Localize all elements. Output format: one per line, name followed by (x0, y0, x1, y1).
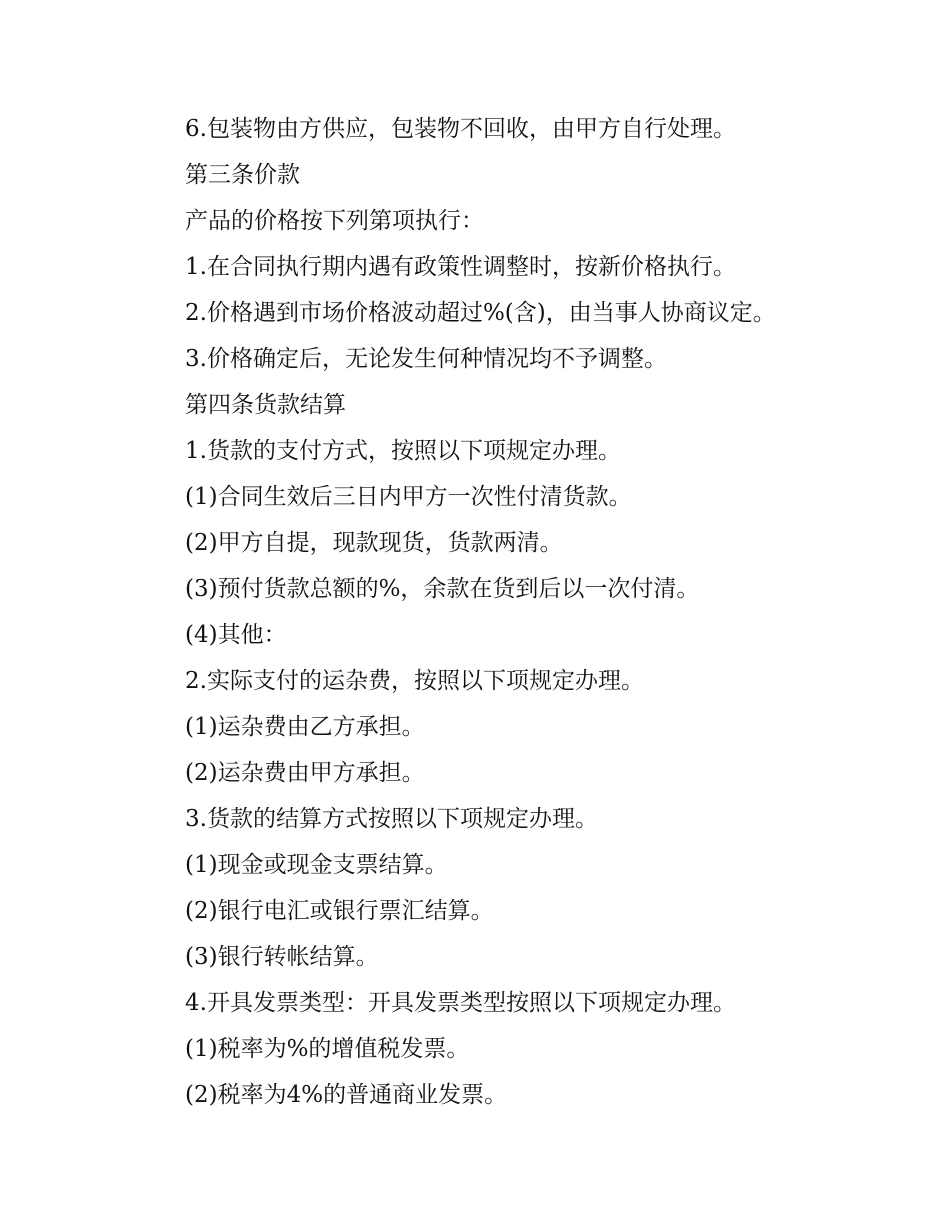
text-line: (3)银行转帐结算。 (185, 944, 379, 970)
text-line: 产品的价格按下列第项执行： (185, 208, 484, 234)
text-line: 1.货款的支付方式，按照以下项规定办理。 (185, 438, 621, 464)
text-line: 3.货款的结算方式按照以下项规定办理。 (185, 806, 598, 832)
document-body (185, 106, 905, 1118)
text-line: (1)合同生效后三日内甲方一次性付清货款。 (185, 484, 632, 510)
section-heading: 第四条货款结算 (185, 392, 346, 418)
text-line: (1)税率为%的增值税发票。 (185, 1036, 470, 1062)
text-line: (2)税率为4%的普通商业发票。 (185, 1082, 508, 1108)
text-line: (2)甲方自提，现款现货，货款两清。 (185, 530, 563, 556)
text-line: 3.价格确定后，无论发生何种情况均不予调整。 (185, 346, 667, 372)
text-line: 6.包装物由方供应，包装物不回收，由甲方自行处理。 (185, 116, 736, 142)
section-heading: 第三条价款 (185, 162, 300, 188)
text-line: (1)运杂费由乙方承担。 (185, 714, 425, 740)
text-line: 1.在合同执行期内遇有政策性调整时，按新价格执行。 (185, 254, 736, 280)
text-line: 2.实际支付的运杂费，按照以下项规定办理。 (185, 668, 644, 694)
text-line: 2.价格遇到市场价格波动超过%(含)，由当事人协商议定。 (185, 300, 776, 326)
text-line: (2)银行电汇或银行票汇结算。 (185, 898, 494, 924)
text-line: (1)现金或现金支票结算。 (185, 852, 448, 878)
text-line: (3)预付货款总额的%，余款在货到后以一次付清。 (185, 576, 700, 602)
text-line: (4)其他： (185, 622, 287, 648)
text-line: 4.开具发票类型：开具发票类型按照以下项规定办理。 (185, 990, 736, 1016)
text-line: (2)运杂费由甲方承担。 (185, 760, 425, 786)
